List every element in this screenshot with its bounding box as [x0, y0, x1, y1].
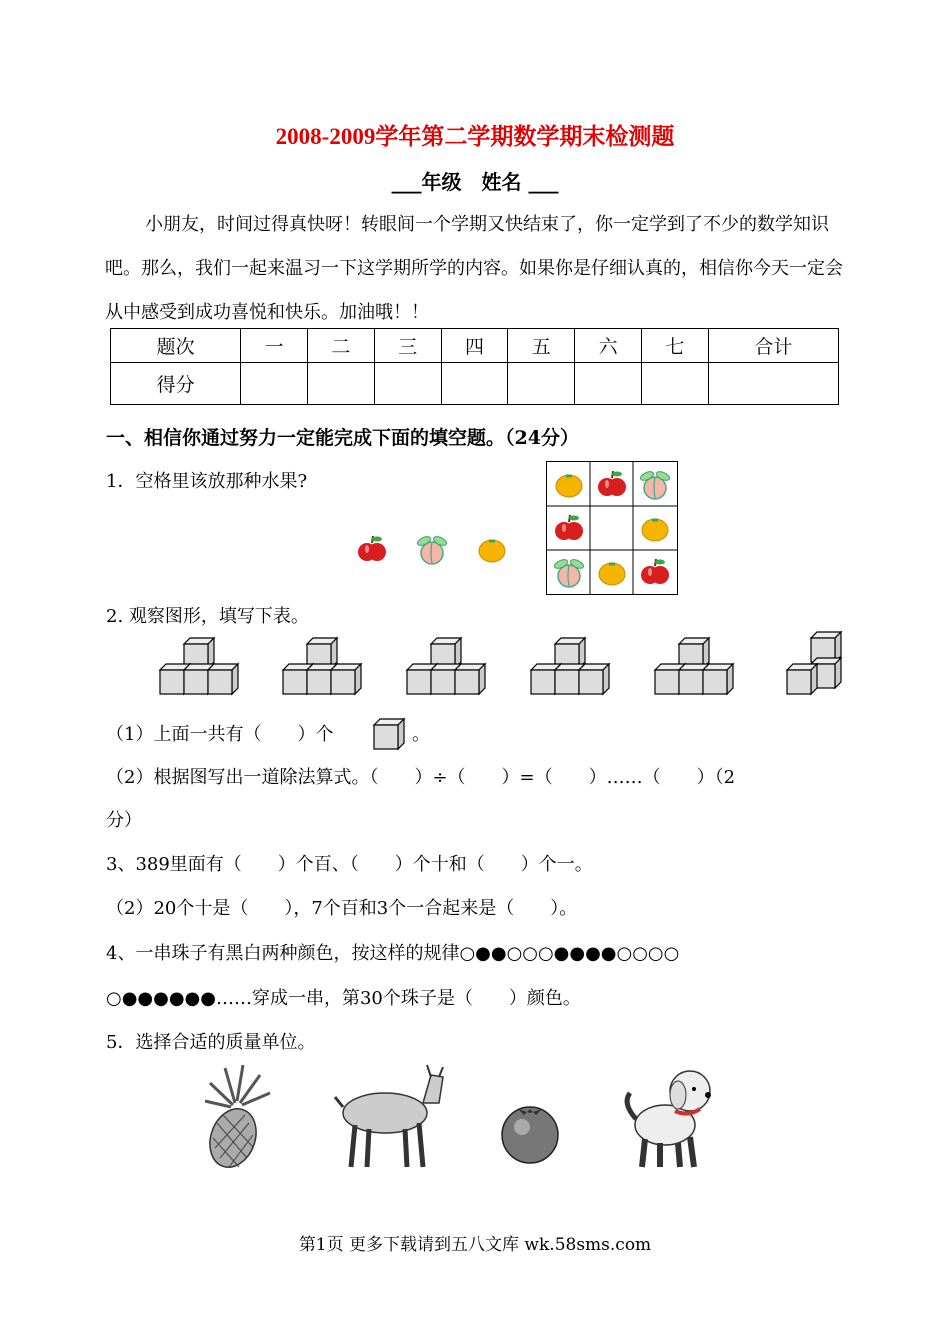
apple-icon	[555, 515, 583, 540]
page-title: 2008-2009学年第二学期数学期末检测题	[275, 124, 675, 149]
score-cell[interactable]	[708, 363, 838, 405]
score-cell[interactable]	[508, 363, 575, 405]
score-header-cell: 七	[641, 329, 708, 363]
score-header-cell: 合计	[708, 329, 838, 363]
score-header-cell: 三	[374, 329, 441, 363]
apple-icon	[641, 559, 669, 584]
score-header-cell: 一	[241, 329, 308, 363]
grade-name-line: ___年级 姓名 ___	[391, 170, 559, 194]
cube-icon	[372, 717, 406, 751]
question-1: 1．空格里该放那种水果?	[106, 471, 308, 492]
cube-stack-icon	[655, 638, 733, 694]
weight-items	[195, 1063, 735, 1178]
apple-icon	[358, 536, 386, 561]
cube-stacks	[155, 628, 875, 703]
question-4-cont: ○●●●●●●……穿成一串，第30个珠子是（ ）颜色。	[106, 988, 581, 1009]
section1-heading: 一、相信你通过努力一定能完成下面的填空题。（24分）	[106, 427, 579, 449]
question-3: 3、389里面有（ ）个百、（ ）个十和（ ）个一。	[106, 854, 593, 875]
fruit-grid	[546, 461, 678, 595]
score-cell[interactable]	[441, 363, 508, 405]
score-cell[interactable]	[575, 363, 642, 405]
question-2-part-1: （1）上面一共有（ ）个	[106, 724, 334, 745]
question-2: 2. 观察图形，填写下表。	[106, 606, 309, 627]
orange-icon	[599, 563, 625, 585]
orange-icon	[479, 540, 505, 562]
cube-stack-icon	[787, 632, 841, 694]
score-header-cell: 四	[441, 329, 508, 363]
question-3-part-2: （2）20个十是（ ），7个百和3个一合起来是（ ）。	[106, 898, 578, 919]
cube-stack-icon	[407, 638, 485, 694]
score-row-label: 得分	[111, 363, 241, 405]
score-header-cell: 二	[308, 329, 375, 363]
score-header-cell: 五	[508, 329, 575, 363]
dog-icon	[627, 1071, 711, 1167]
goat-icon	[335, 1065, 443, 1167]
question-2-part-2: （2）根据图写出一道除法算式。（ ）÷（ ）=（ ）……（ ）（2	[106, 767, 736, 788]
intro-paragraph: 小朋友，时间过得真快呀！转眼间一个学期又快结束了，你一定学到了不少的数学知识吧。那么，我们一起来温习一下这学期所学的内容。如果你是仔细认真的，相信你今天一定会从中感受到成功喜悦和快乐。加油哦！！	[105, 214, 843, 323]
peach-icon	[416, 535, 448, 564]
pineapple-icon	[202, 1065, 270, 1174]
question-5: 5．选择合适的质量单位。	[106, 1032, 316, 1053]
score-cell[interactable]	[374, 363, 441, 405]
page-footer: 第1页 更多下载请到五八文库 wk.58sms.com	[298, 1235, 652, 1255]
peach-icon	[553, 558, 585, 587]
orange-icon	[556, 475, 582, 497]
score-cell[interactable]	[241, 363, 308, 405]
question-2-part-1-end: 。	[412, 724, 430, 745]
score-cell[interactable]	[641, 363, 708, 405]
tomato-icon	[502, 1107, 558, 1163]
fruit-grid-drawing	[547, 462, 677, 594]
cube-stack-icon	[160, 638, 238, 694]
cube-stack-icon	[283, 638, 361, 694]
question-2-part-2-cont: 分）	[106, 810, 142, 831]
orange-icon	[642, 519, 668, 541]
score-table	[110, 328, 839, 405]
score-cell[interactable]	[308, 363, 375, 405]
question-4: 4、一串珠子有黑白两种颜色，按这样的规律○●●○○○●●●●○○○○	[106, 943, 680, 964]
apple-icon	[598, 471, 626, 496]
fruit-options	[350, 525, 520, 575]
score-header-cell: 题次	[111, 329, 241, 363]
score-header-cell: 六	[575, 329, 642, 363]
peach-icon	[639, 470, 671, 499]
cube-stack-icon	[531, 638, 609, 694]
